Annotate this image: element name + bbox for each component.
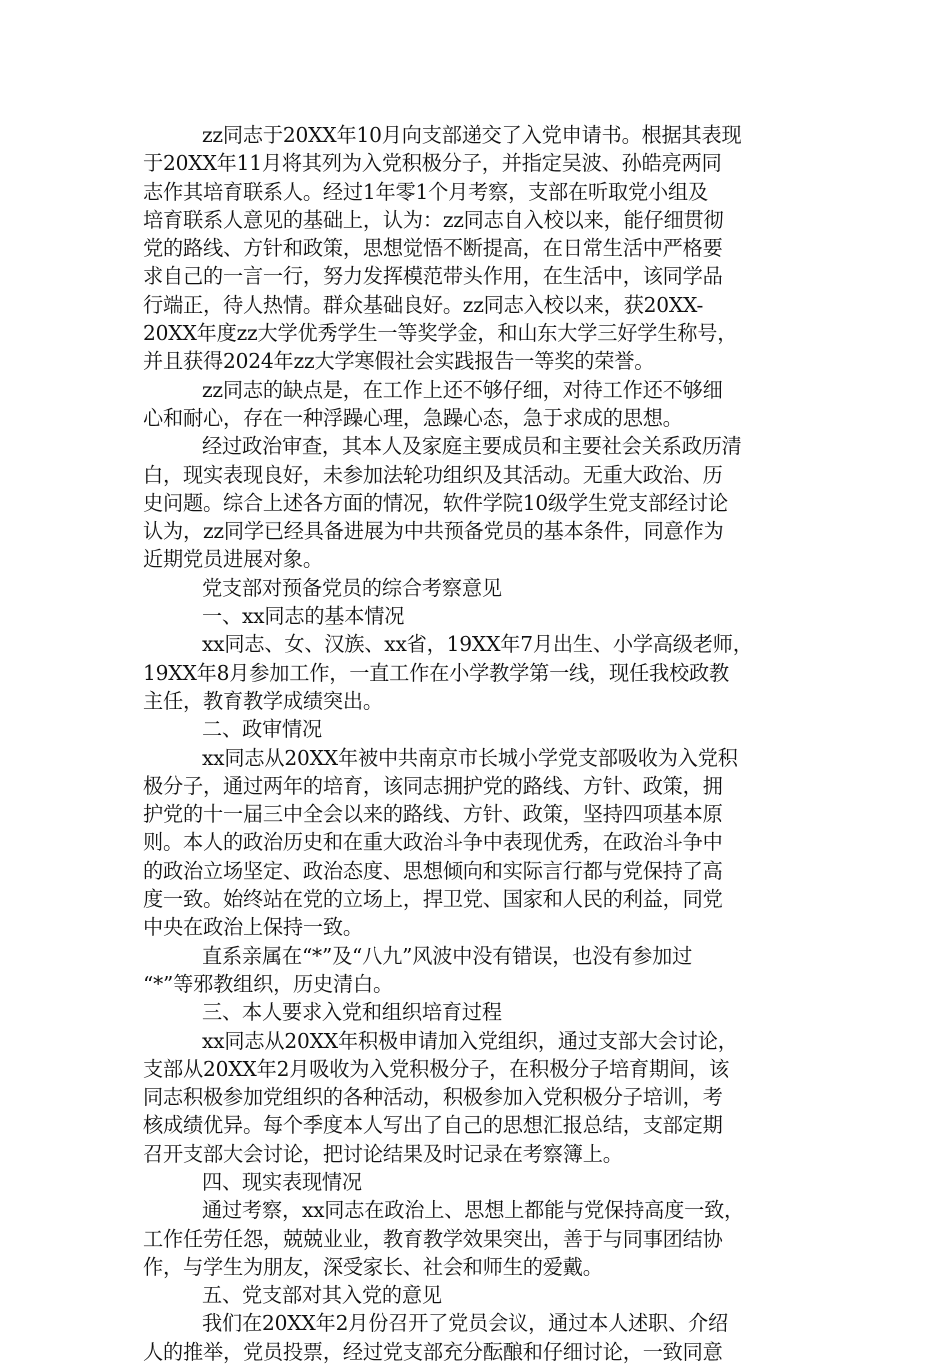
text-line: 于20XX年11月将其列为入党积极分子，并指定吴波、孙皓亮两同 bbox=[143, 151, 722, 176]
text-line: 召开支部大会讨论，把讨论结果及时记录在考察簿上。 bbox=[143, 1141, 623, 1166]
text-line: 人的推举，党员投票，经过党支部充分酝酿和仔细讨论，一致同意 bbox=[143, 1339, 723, 1364]
text-line: 近期党员进展对象。 bbox=[143, 547, 323, 572]
text-line: 求自己的一言一行，努力发挥模范带头作用，在生活中，该同学品 bbox=[143, 264, 723, 289]
paragraph-basic-info bbox=[143, 630, 811, 715]
text-line: 志作其培育联系人。经过1年零1个月考察，支部在听取党小组及 bbox=[143, 179, 708, 204]
text-line: 认为，zz同学已经具备进展为中共预备党员的基本条件，同意作为 bbox=[143, 519, 724, 544]
text-line: 五、党支部对其入党的意见 bbox=[202, 1283, 442, 1308]
paragraph-performance bbox=[143, 1196, 811, 1281]
text-line: 直系亲属在“*”及“八九”风波中没有错误，也没有参加过 bbox=[202, 943, 693, 968]
text-line: xx同志从20XX年积极申请加入党组织，通过支部大会讨论， bbox=[202, 1028, 738, 1053]
text-line: 主任，教育教学成绩突出。 bbox=[143, 688, 383, 713]
text-line: 心和耐心，存在一种浮躁心理，急躁心态，急于求成的思想。 bbox=[143, 405, 683, 430]
text-line: 白，现实表现良好，未参加法轮功组织及其活动。无重大政治、历 bbox=[143, 462, 723, 487]
text-line: 支部从20XX年2月吸收为入党积极分子，在积极分子培育期间，该 bbox=[143, 1056, 729, 1081]
text-line: 的政治立场坚定、政治态度、思想倾向和实际言行都与党保持了高 bbox=[143, 858, 723, 883]
text-line: 20XX年度zz大学优秀学生一等奖学金，和山东大学三好学生称号， bbox=[143, 321, 738, 346]
text-line: 我们在20XX年2月份召开了党员会议，通过本人述职、介绍 bbox=[202, 1311, 728, 1336]
text-line: “*”等邪教组织，历史清白。 bbox=[143, 971, 393, 996]
document-body bbox=[143, 121, 811, 1366]
text-line: 作，与学生为朋友，深受家长、社会和师生的爱戴。 bbox=[143, 1254, 603, 1279]
text-line: 19XX年8月参加工作，一直工作在小学教学第一线，现任我校政教 bbox=[143, 660, 729, 685]
paragraph-opinion bbox=[143, 1309, 811, 1366]
paragraph-intro bbox=[143, 121, 811, 376]
paragraph-shortcomings bbox=[143, 376, 811, 433]
text-line: 三、本人要求入党和组织培育过程 bbox=[202, 1000, 502, 1025]
text-line: 史问题。综合上述各方面的情况，软件学院10级学生党支部经讨论 bbox=[143, 490, 728, 515]
text-line: 四、现实表现情况 bbox=[202, 1169, 362, 1194]
paragraph-political bbox=[143, 744, 811, 942]
text-line: 经过政治审查，其本人及家庭主要成员和主要社会关系政历清 bbox=[202, 434, 742, 459]
paragraph-political-review bbox=[143, 432, 811, 573]
paragraph-process bbox=[143, 1027, 811, 1168]
text-line: 行端正，待人热情。群众基础良好。zz同志入校以来，获20XX- bbox=[143, 292, 704, 317]
text-line: zz同志于20XX年10月向支部递交了入党申请书。根据其表现 bbox=[202, 123, 742, 147]
text-line: 度一致。始终站在党的立场上，捍卫党、国家和人民的利益，同党 bbox=[143, 887, 723, 912]
text-line: 一、xx同志的基本情况 bbox=[202, 604, 405, 629]
heading-opinion bbox=[143, 1281, 811, 1309]
text-line: xx同志从20XX年被中共南京市长城小学党支部吸收为入党积 bbox=[202, 745, 738, 770]
text-line: zz同志的缺点是，在工作上还不够仔细，对待工作还不够细 bbox=[202, 377, 723, 402]
text-line: 二、政审情况 bbox=[202, 717, 322, 742]
text-line: 培育联系人意见的基础上，认为：zz同志自入校以来，能仔细贯彻 bbox=[143, 207, 724, 232]
text-line: 同志积极参加党组织的各种活动，积极参加入党积极分子培训，考 bbox=[143, 1085, 723, 1110]
text-line: 党支部对预备党员的综合考察意见 bbox=[202, 575, 502, 600]
paragraph-relatives bbox=[143, 942, 811, 999]
text-line: 核成绩优异。每个季度本人写出了自己的思想汇报总结，支部定期 bbox=[143, 1113, 723, 1138]
section-title bbox=[143, 574, 811, 602]
text-line: 则。本人的政治历史和在重大政治斗争中表现优秀，在政治斗争中 bbox=[143, 830, 723, 855]
text-line: 通过考察，xx同志在政治上、思想上都能与党保持高度一致， bbox=[202, 1198, 745, 1223]
text-line: 中央在政治上保持一致。 bbox=[143, 915, 363, 940]
heading-process bbox=[143, 998, 811, 1026]
heading-performance bbox=[143, 1168, 811, 1196]
heading-basic-info bbox=[143, 602, 811, 630]
text-line: 护党的十一届三中全会以来的路线、方针、政策，坚持四项基本原 bbox=[143, 802, 723, 827]
heading-political bbox=[143, 715, 811, 743]
text-line: 并且获得2024年zz大学寒假社会实践报告一等奖的荣誉。 bbox=[143, 349, 655, 374]
text-line: 党的路线、方针和政策，思想觉悟不断提高，在日常生活中严格要 bbox=[143, 236, 723, 261]
text-line: 极分子，通过两年的培育，该同志拥护党的路线、方针、政策，拥 bbox=[143, 773, 723, 798]
text-line: 工作任劳任怨，兢兢业业，教育教学效果突出，善于与同事团结协 bbox=[143, 1226, 723, 1251]
text-line: xx同志、女、汉族、xx省，19XX年7月出生、小学高级老师， bbox=[202, 632, 753, 657]
